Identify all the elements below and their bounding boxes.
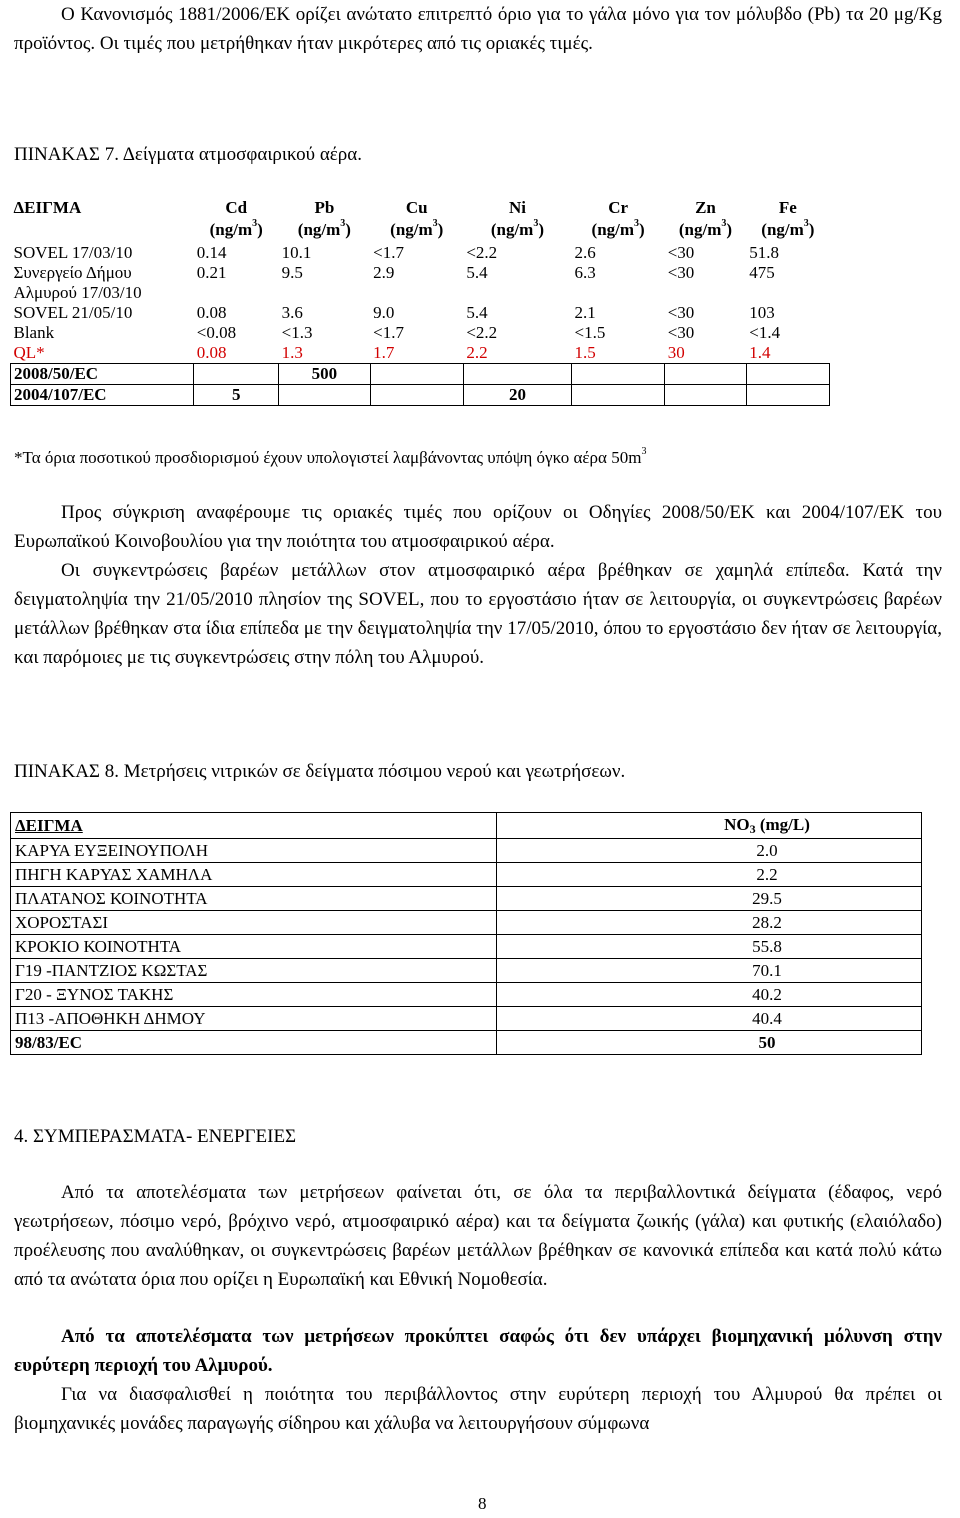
table7-cell: 9.0 [373,303,395,322]
comparison-paragraph-1: Προς σύγκριση αναφέρουμε τις οριακές τιμές που ορίζουν οι Οδηγίες 2008/50/ΕΚ και 2004/107/ΕΚ του Ευρωπαϊκού Κοινοβουλίου για την ποιότητα του ατμοσφαιρικού αέρα. [14,502,942,552]
table7-sample-name: Blank [13,323,55,342]
table7-sample-name: QL* [13,343,45,362]
table8-row [11,959,922,983]
table7-cell [572,364,665,385]
table7-row [11,364,830,385]
table8-row [11,983,922,1007]
table8-row [11,887,922,911]
table8-row [11,863,922,887]
table7-cell: 5.4 [466,263,488,282]
table7-cell: <30 [667,303,695,322]
table8-sample-name: ΠΛΑΤΑΝΟΣ ΚΟΙΝΟΤΗΤΑ [11,887,497,911]
table7-cell: <1.4 [749,323,781,342]
table8-sample-name: ΚΡΟΚΙΟ ΚΟΙΝΟΤΗΤΑ [11,935,497,959]
table8-sample-value: 70.1 [497,959,922,983]
table7-cell: <30 [667,243,695,262]
table7-header-metal: Pb $(ng/m^3)$ [297,198,351,239]
table8-limit-name: 98/83/EC [11,1031,497,1055]
unit-label: $(ng/m^3)$ [591,218,645,239]
table7-cell [194,364,279,385]
table7-cell [572,385,665,406]
table8-row [11,911,922,935]
table7-row [11,323,830,343]
table7-cell: <30 [667,263,695,282]
table7-row [11,263,830,303]
unit-label: $(ng/m^3)$ [209,218,263,239]
comparison-paragraph-2: Οι συγκεντρώσεις βαρέων μετάλλων στον ατμοσφαιρικό αέρα βρέθηκαν σε χαμηλά επίπεδα. Κατά την δειγματοληψία την 21/05/2010 πλησίον της SOVEL, που το εργοστάσιο ήταν σε λειτουργία, οι συγκεντρώσεις βαρέων μετάλλων βρέθηκαν στα ίδια επίπεδα με την δειγματοληψία την 17/05/2010, όπου το εργοστάσιο δεν ήταν σε λειτουργία, και παρόμοιες με τις συγκεντρώσεις στην πόλη του Αλμυρού. [14,560,942,668]
table7-row [11,343,830,364]
table7-cell: 5.4 [466,303,488,322]
table7-cell [665,364,747,385]
table7-cell: 0.08 [196,303,227,322]
table7-cell: 9.5 [281,263,303,282]
table8-sample-name: ΠΗΓΗ ΚΑΡΥΑΣ ΧΑΜΗΛΑ [11,863,497,887]
table8-header-value: $NO_3$ (mg/L) [497,813,922,839]
table7-footnote: *Τα όρια ποσοτικού προσδιορισμού έχουν υπολογιστεί λαμβάνοντας υπόψη όγκο αέρα $50m^3$ [14,446,647,467]
unit-label: $(ng/m^3)$ [390,218,444,239]
table8-sample-name: Γ20 - ΞΥΝΟΣ ΤΑΚΗΣ [11,983,497,1007]
section4-paragraph-1: Από τα αποτελέσματα των μετρήσεων φαίνεται ότι, σε όλα τα περιβαλλοντικά δείγματα (έδαφος, νερό γεωτρήσεων, πόσιμο νερό, βρόχινο νερό, ατμοσφαιρικό αέρα) και τα δείγματα ζωικής (γάλα) και φυτικής (ελαιόλαδο) προέλευσης που αναλύθηκαν, οι συγκεντρώσεις βαρέων μετάλλων βρέθηκαν σε κανονικά επίπεδα και κατά πολύ κάτω από τα ανώτατα όρια που ορίζει η Ευρωπαϊκή και Εθνική Νομοθεσία. [14,1182,942,1290]
table7-row [11,243,830,263]
unit-label: $(ng/m^3)$ [761,218,815,239]
table7-cell: 6.3 [574,263,596,282]
table7-cell: <1.7 [373,243,404,262]
table8-sample-value: 2.2 [497,863,922,887]
table7-row [11,385,830,406]
table7-sample-name: SOVEL 17/03/10 [13,243,133,262]
table7-row [11,303,830,323]
table8-sample-value: 40.4 [497,1007,922,1031]
table8-row [11,935,922,959]
section4-paragraph-3: Για να διασφαλισθεί η ποιότητα του περιβάλλοντος στην ευρύτερη περιοχή του Αλμυρού θα πρέπει οι βιομηχανικές μονάδες παραγωγής σίδηρου και χάλυβα να λειτουργήσουν σύμφωνα [14,1384,942,1434]
table7-cell: 3.6 [281,303,303,322]
table7-cell: 5 [194,385,279,406]
section4-paragraph-2: Από τα αποτελέσματα των μετρήσεων προκύπτει σαφώς ότι δεν υπάρχει βιομηχανική μόλυνση στην ευρύτερη περιοχή του Αλμυρού. [14,1326,942,1376]
table7-cell [279,385,371,406]
table7-cell: 2.1 [574,303,596,322]
table7-header-metal: Zn $(ng/m^3)$ [678,198,733,239]
table7-cell: 10.1 [281,243,312,262]
table7-header-metal: Ni $(ng/m^3)$ [490,198,545,239]
table7-header-metal: Cu $(ng/m^3)$ [390,198,444,239]
table7-cell: <0.08 [196,323,237,342]
table7-sample-name: Συνεργείο Δήμου Αλμυρού 17/03/10 [13,263,142,302]
table7-cell: 500 [279,364,371,385]
table7-cell [746,385,829,406]
table7-cell: 2.6 [574,243,596,262]
table7-cell: 0.21 [196,263,227,282]
table7-cell [370,385,463,406]
table8-title: ΠΙΝΑΚΑΣ 8. Μετρήσεις νιτρικών σε δείγματα πόσιμου νερού και γεωτρήσεων. [14,761,626,782]
table7-cell: <2.2 [466,323,498,342]
table7-cell: 1.5 [574,343,596,362]
table7-cell: 2.9 [373,263,395,282]
table8-row [11,1007,922,1031]
table7-cell: <1.7 [373,323,404,342]
table8-sample-value: 28.2 [497,911,922,935]
table7-air-samples [10,197,830,406]
table8-sample-value: 29.5 [497,887,922,911]
table7-header-metal: Cr $(ng/m^3)$ [591,198,645,239]
table7-cell: 0.08 [196,343,227,362]
table7-header-metal: Fe $(ng/m^3)$ [761,198,815,239]
table7-cell: <30 [667,323,695,342]
table7-cell: 20 [463,385,571,406]
table7-cell [746,364,829,385]
table7-sample-name: SOVEL 21/05/10 [13,303,133,322]
table8-sample-name: ΚΑΡΥΑ ΕΥΞΕΙΝΟΥΠΟΛΗ [11,839,497,863]
page-number: 8 [478,1494,487,1513]
section4-heading: 4. ΣΥΜΠΕΡΑΣΜΑΤΑ- ΕΝΕΡΓΕΙΕΣ [14,1126,297,1147]
table8-row [11,839,922,863]
table8-sample-value: 2.0 [497,839,922,863]
table7-cell [463,364,571,385]
table7-cell: 1.4 [749,343,771,362]
table7-header-row [11,197,830,243]
table7-header-metal: Cd $(ng/m^3)$ [209,198,263,239]
unit-label: $(ng/m^3)$ [297,218,351,239]
table7-cell: 2.2 [466,343,488,362]
table7-header-sample: ΔΕΙΓΜΑ [13,198,82,217]
table8-sample-name: Γ19 -ΠΑΝΤΖΙΟΣ ΚΩΣΤΑΣ [11,959,497,983]
table7-cell [665,385,747,406]
table7-cell: 103 [749,303,775,322]
table7-cell: 1.7 [373,343,395,362]
table7-sample-name: 2008/50/EC [11,364,194,385]
table7-cell [370,364,463,385]
table8-nitrates [10,812,922,1055]
table7-sample-name: 2004/107/EC [11,385,194,406]
unit-label: $(ng/m^3)$ [678,218,733,239]
table8-sample-name: Π13 -ΑΠΟΘΗΚΗ ΔΗΜΟΥ [11,1007,497,1031]
table7-title: ΠΙΝΑΚΑΣ 7. Δείγματα ατμοσφαιρικού αέρα. [14,144,362,165]
table7-cell: <1.3 [281,323,313,342]
table8-limit-value: 50 [497,1031,922,1055]
table7-cell: <1.5 [574,323,606,342]
table7-cell: 1.3 [281,343,303,362]
table8-limit-row [11,1031,922,1055]
table8-header-sample: ΔΕΙΓΜΑ [11,813,497,839]
unit-label: $(ng/m^3)$ [490,218,545,239]
table8-sample-name: ΧΟΡΟΣΤΑΣΙ [11,911,497,935]
table7-cell: 475 [749,263,775,282]
table8-sample-value: 55.8 [497,935,922,959]
table7-cell: 0.14 [196,243,227,262]
table8-sample-value: 40.2 [497,983,922,1007]
table7-cell: <2.2 [466,243,498,262]
table7-cell: 51.8 [749,243,779,262]
table8-header-row [11,813,922,839]
intro-paragraph: Ο Κανονισμός 1881/2006/ΕΚ ορίζει ανώτατο επιτρεπτό όριο για το γάλα μόνο για τον μόλυβδο (Pb) τα 20 μg/Kg προϊόντος. Οι τιμές που μετρήθηκαν ήταν μικρότερες από τις οριακές τιμές. [14,4,942,54]
table7-cell: 30 [667,343,685,362]
